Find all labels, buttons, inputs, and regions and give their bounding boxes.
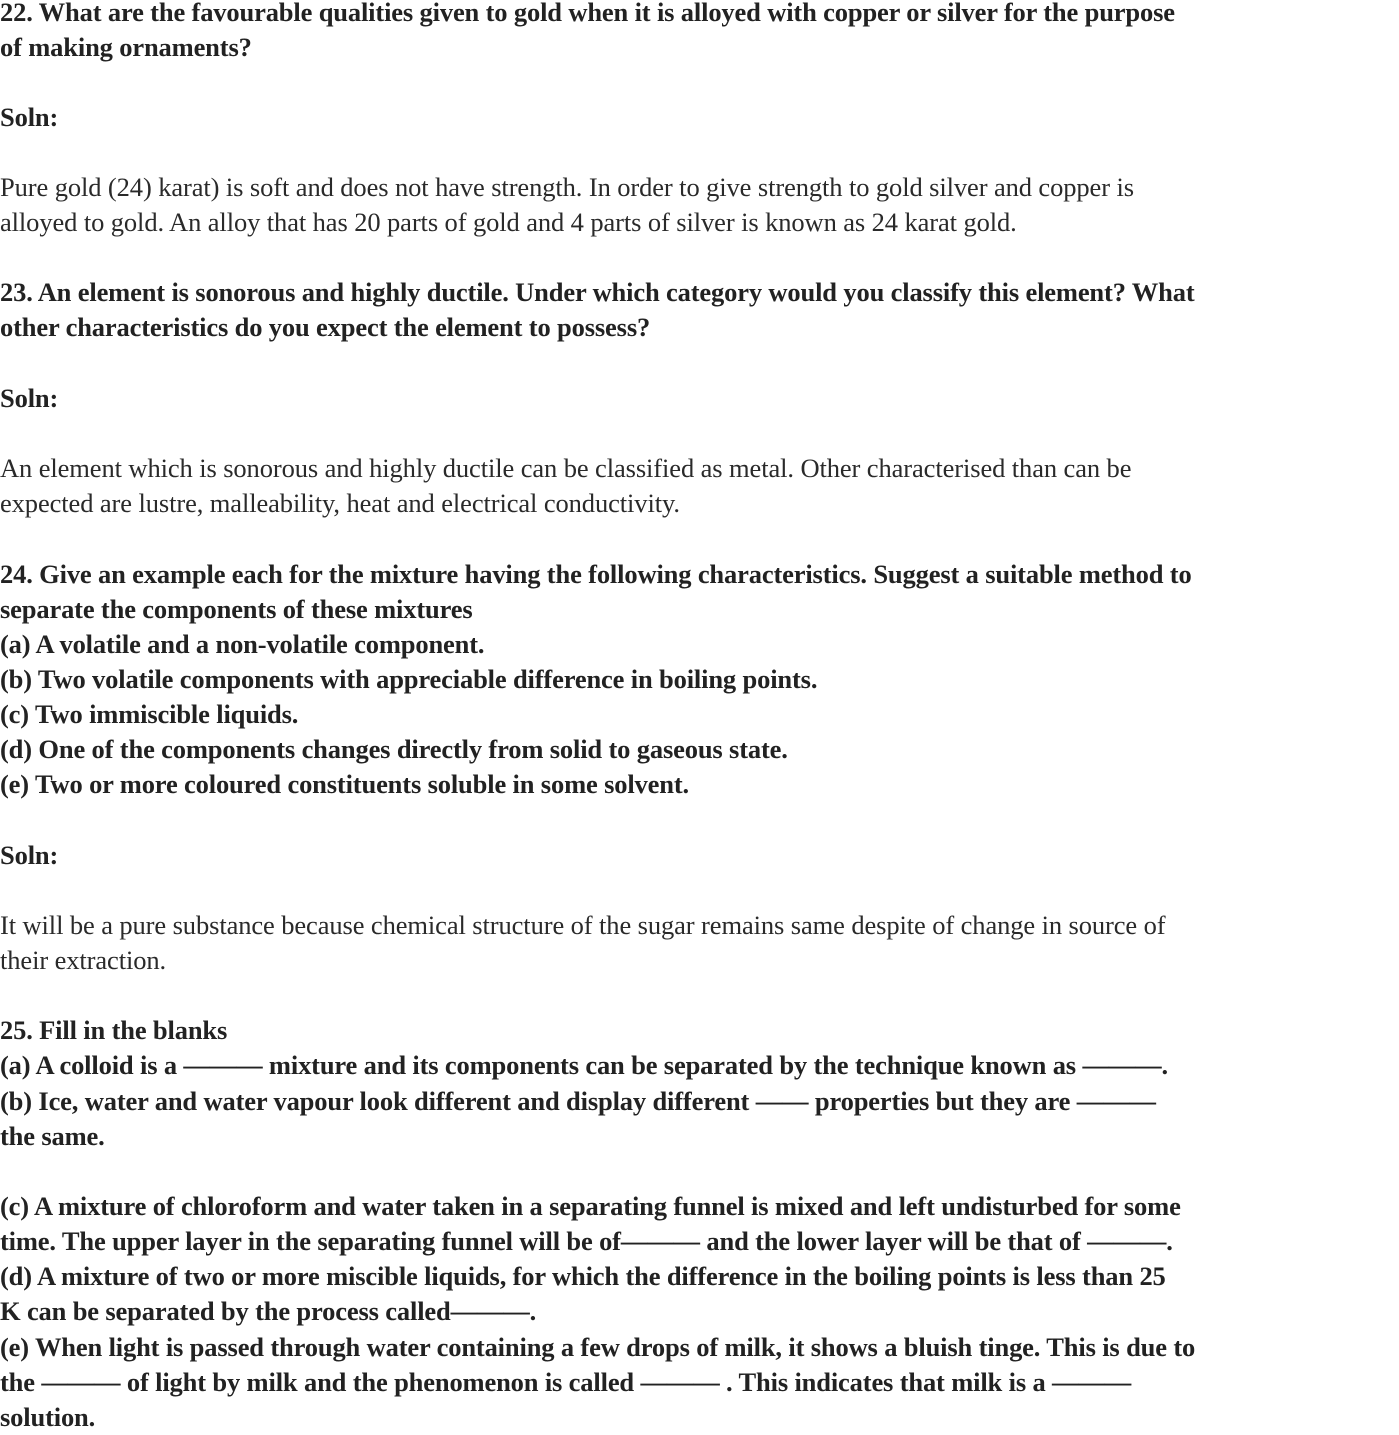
question-subpart-b-cont: the same. bbox=[0, 1121, 105, 1151]
question-subpart-a: (a) A volatile and a non-volatile component. bbox=[0, 629, 485, 659]
question-subpart-d: (d) One of the components changes directly from solid to gaseous state. bbox=[0, 734, 788, 764]
question-subpart-c: (c) A mixture of chloroform and water taken in a separating funnel is mixed and left undisturbed for some bbox=[0, 1191, 1181, 1221]
answer-text: alloyed to gold. An alloy that has 20 parts of gold and 4 parts of silver is known as 24 karat gold. bbox=[0, 207, 1017, 237]
question-subpart-a: (a) A colloid is a ——— mixture and its components can be separated by the technique known as ———. bbox=[0, 1050, 1168, 1080]
question-subpart-e-cont: the ——— of light by milk and the phenomenon is called ——— . This indicates that milk is a ——— bbox=[0, 1367, 1132, 1397]
answer-text: expected are lustre, malleability, heat and electrical conductivity. bbox=[0, 488, 680, 518]
solution-label: Soln: bbox=[0, 840, 59, 870]
question-text: 25. Fill in the blanks bbox=[0, 1015, 228, 1045]
question-subpart-b: (b) Two volatile components with appreciable difference in boiling points. bbox=[0, 664, 818, 694]
question-subpart-d: (d) A mixture of two or more miscible liquids, for which the difference in the boiling points is less than 25 bbox=[0, 1261, 1166, 1291]
question-text: other characteristics do you expect the element to possess? bbox=[0, 312, 651, 342]
question-subpart-c: (c) Two immiscible liquids. bbox=[0, 699, 299, 729]
solution-label: Soln: bbox=[0, 102, 59, 132]
question-text: 22. What are the favourable qualities given to gold when it is alloyed with copper or silver for the purpose bbox=[0, 0, 1175, 27]
question-text: 23. An element is sonorous and highly ductile. Under which category would you classify this element? What bbox=[0, 277, 1195, 307]
answer-text: An element which is sonorous and highly ductile can be classified as metal. Other characterised than can be bbox=[0, 453, 1132, 483]
answer-text: Pure gold (24) karat) is soft and does not have strength. In order to give strength to gold silver and copper is bbox=[0, 172, 1134, 202]
question-subpart-e-cont: solution. bbox=[0, 1402, 96, 1432]
question-subpart-c-cont: time. The upper layer in the separating funnel will be of——— and the lower layer will be that of ———. bbox=[0, 1226, 1173, 1256]
answer-text: It will be a pure substance because chemical structure of the sugar remains same despite of change in source of bbox=[0, 910, 1166, 940]
question-subpart-b: (b) Ice, water and water vapour look different and display different —— properties but they are ——— bbox=[0, 1086, 1156, 1116]
question-subpart-e: (e) When light is passed through water containing a few drops of milk, it shows a bluish tinge. This is due to bbox=[0, 1332, 1196, 1362]
question-subpart-d-cont: K can be separated by the process called———. bbox=[0, 1296, 537, 1326]
question-text: separate the components of these mixtures bbox=[0, 594, 473, 624]
question-text: 24. Give an example each for the mixture having the following characteristics. Suggest a suitable method to bbox=[0, 559, 1192, 589]
question-text: of making ornaments? bbox=[0, 32, 252, 62]
solution-label: Soln: bbox=[0, 383, 59, 413]
answer-text: their extraction. bbox=[0, 945, 167, 975]
question-subpart-e: (e) Two or more coloured constituents soluble in some solvent. bbox=[0, 769, 690, 799]
